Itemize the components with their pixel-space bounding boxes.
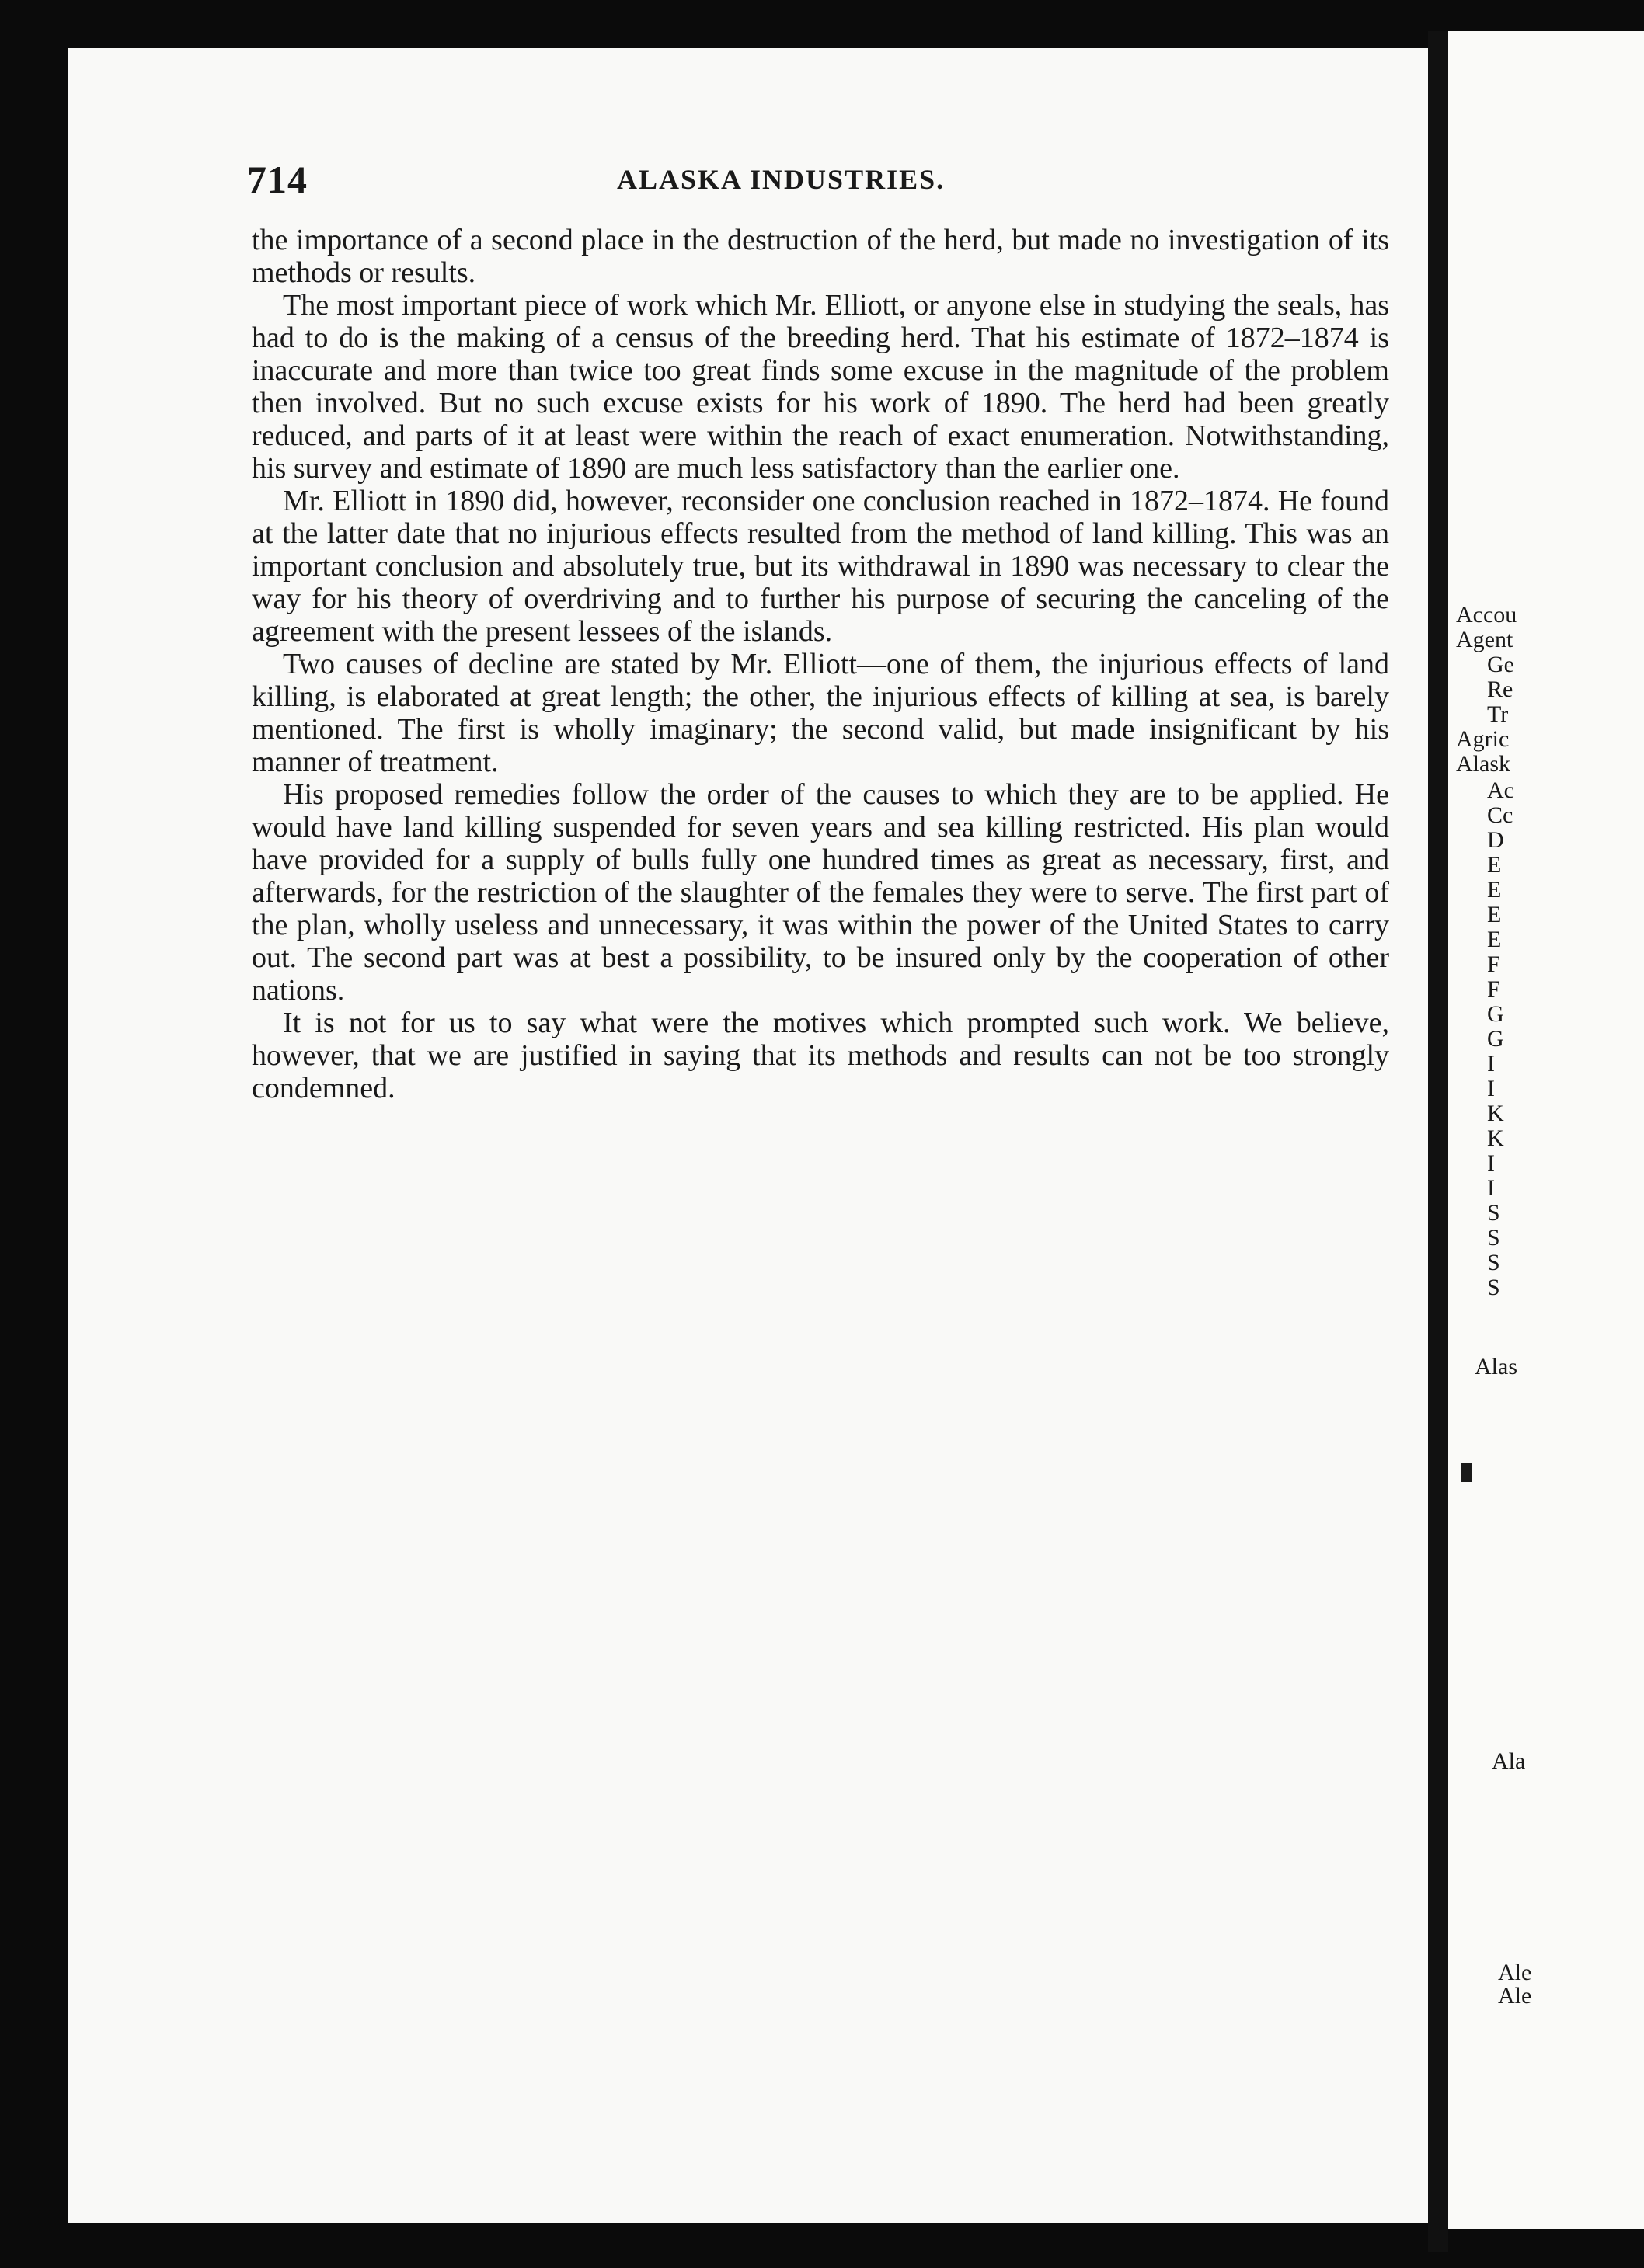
paragraph: It is not for us to say what were the motives which prompted such work. We believe, however, that we are justified in saying that its methods and results can not be too strongly condemned. xyxy=(252,1007,1389,1104)
index-entry: Ac xyxy=(1487,777,1514,803)
index-entry: K xyxy=(1487,1125,1504,1151)
body-text xyxy=(252,224,1389,1104)
index-entry: G xyxy=(1487,1001,1504,1027)
index-entry: E xyxy=(1487,927,1502,952)
index-entry: Re xyxy=(1487,677,1513,702)
index-entry: I xyxy=(1487,1175,1495,1201)
page-number: 714 xyxy=(247,158,308,201)
paragraph: The most important piece of work which Mr. Elliott, or anyone else in studying the seals, has had to do is the making of a census of the breeding herd. That his estimate of 1872–1874 is inaccurate and more than twice too great finds some excuse in the magnitude of the problem then involved. But no such excuse exists for his work of 1890. The herd had been greatly reduced, and parts of it at least were within the reach of exact enumeration. Notwithstanding, his survey and estimate of 1890 are much less satisfactory than the earlier one. xyxy=(252,289,1389,485)
index-entry: K xyxy=(1487,1101,1504,1126)
book-gutter xyxy=(1428,31,1448,2252)
index-entry: D xyxy=(1487,827,1504,853)
index-entry: Ale xyxy=(1498,1983,1532,2009)
index-entry: G xyxy=(1487,1026,1504,1052)
index-entry: I xyxy=(1487,1076,1495,1101)
index-entry: S xyxy=(1487,1250,1500,1275)
paragraph: the importance of a second place in the destruction of the herd, but made no investigation of its methods or results. xyxy=(252,224,1389,289)
index-entry: E xyxy=(1487,902,1502,927)
index-entry: E xyxy=(1487,852,1502,878)
facing-page xyxy=(1448,31,1644,2229)
index-entry: Cc xyxy=(1487,802,1513,828)
index-entry: Agent xyxy=(1456,627,1513,652)
index-entry: Alask xyxy=(1456,751,1510,777)
index-entry: I xyxy=(1487,1051,1495,1077)
index-entry: Ge xyxy=(1487,652,1514,677)
book-page xyxy=(68,48,1428,2223)
index-entry: F xyxy=(1487,951,1500,977)
paragraph: Mr. Elliott in 1890 did, however, reconsider one conclusion reached in 1872–1874. He found at the latter date that no injurious effects resulted from the method of land killing. This was an important conclusion and absolutely true, but its withdrawal in 1890 was necessary to clear the way for his theory of overdriving and to further his purpose of securing the canceling of the agreement with the present lessees of the islands. xyxy=(252,485,1389,648)
index-entry: Accou xyxy=(1456,602,1517,628)
paragraph: His proposed remedies follow the order of the causes to which they are to be applied. He would have land killing suspended for seven years and sea killing restricted. His plan would have provided for a supply of bulls fully one hundred times as great as necessary, first, and afterwards, for the restriction of the slaughter of the females they were to serve. The first part of the plan, wholly useless and unnecessary, it was within the power of the United States to carry out. The second part was at best a possibility, to be insured only by the cooperation of other nations. xyxy=(252,778,1389,1007)
index-entry: S xyxy=(1487,1200,1500,1226)
index-entry: S xyxy=(1487,1225,1500,1251)
index-entry: Alas xyxy=(1475,1354,1517,1379)
index-entry: E xyxy=(1487,877,1502,903)
index-entry: Ale xyxy=(1498,1960,1532,1985)
paragraph: Two causes of decline are stated by Mr. Elliott—one of them, the injurious effects of land killing, is elaborated at great length; the other, the injurious effects of killing at sea, is barely mentioned. The first is wholly imaginary; the second valid, but made insignificant by his manner of treatment. xyxy=(252,648,1389,778)
binding-mark xyxy=(1461,1463,1472,1482)
index-entry: Agric xyxy=(1456,726,1510,752)
index-entry: Ala xyxy=(1492,1748,1526,1774)
index-entry: S xyxy=(1487,1275,1500,1300)
index-entry: Tr xyxy=(1487,701,1509,727)
index-entry: I xyxy=(1487,1150,1495,1176)
page-title: ALASKA INDUSTRIES. xyxy=(617,164,946,195)
index-entry: F xyxy=(1487,976,1500,1002)
